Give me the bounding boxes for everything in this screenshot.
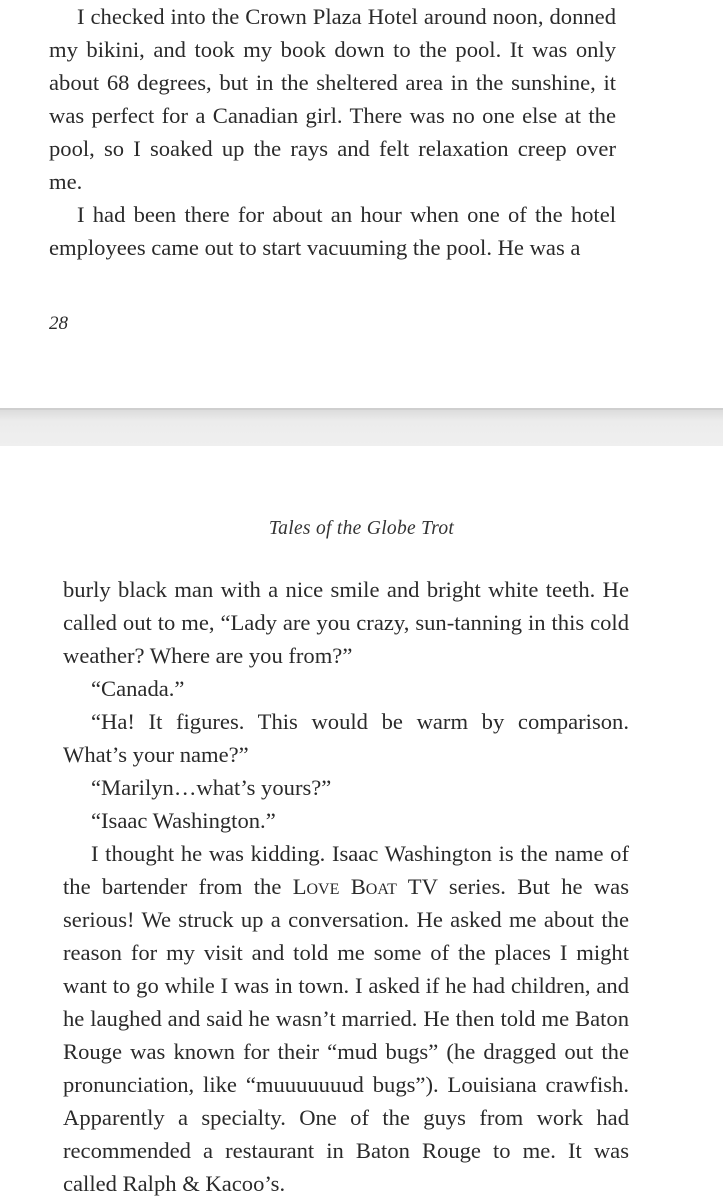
paragraph: I had been there for about an hour when one of the hotel employees came out to start vacuuming the pool. He was a: [49, 202, 616, 260]
running-head: Tales of the Globe Trot: [268, 518, 455, 539]
page-divider-edge: [0, 408, 723, 410]
paragraph: “Ha! It figures. This would be warm by comparison. What’s your name?”: [63, 709, 629, 767]
paragraph-text: I thought he was kidding. Isaac Washington is the name of the bartender from the: [63, 841, 629, 899]
paragraph: “Marilyn…what’s yours?”: [91, 775, 332, 800]
page-29: [0, 446, 723, 1200]
page-number: 28: [49, 313, 68, 334]
paragraph: “Isaac Washington.”: [91, 808, 276, 833]
paragraph: I checked into the Crown Plaza Hotel around noon, donned my bikini, and took my book down to the pool. It was only about 68 degrees, but in the sheltered area in the sunshine, it was perfect for a Canadian girl. There was no one else at the pool, so I soaked up the rays and felt relaxation creep over me.: [49, 4, 616, 194]
page-divider: [0, 408, 723, 446]
show-title: Love Boat: [292, 874, 397, 899]
page-28: [0, 0, 723, 408]
page-29-body: [63, 573, 629, 1200]
paragraph: burly black man with a nice smile and bright white teeth. He called out to me, “Lady are you crazy, sun-tanning in this cold weather? Where are you from?”: [63, 577, 629, 668]
paragraph: [63, 837, 629, 1200]
page-28-body: [49, 0, 616, 264]
paragraph-text: TV series. But he was serious! We struck up a conversation. He asked me about the reason for my visit and told me some of the places I might want to go while I was in town. I asked if he had children, and he laughed and said he wasn’t married. He then told me Baton Rouge was known for their “mud bugs” (he dragged out the pronunciation, like “muuuuuuud bugs”). Louisiana crawfish. Apparently a specialty. One of the guys from work had recommended a restaurant in Baton Rouge to me. It was called Ralph & Kacoo’s.: [63, 874, 629, 1196]
paragraph: “Canada.”: [91, 676, 185, 701]
